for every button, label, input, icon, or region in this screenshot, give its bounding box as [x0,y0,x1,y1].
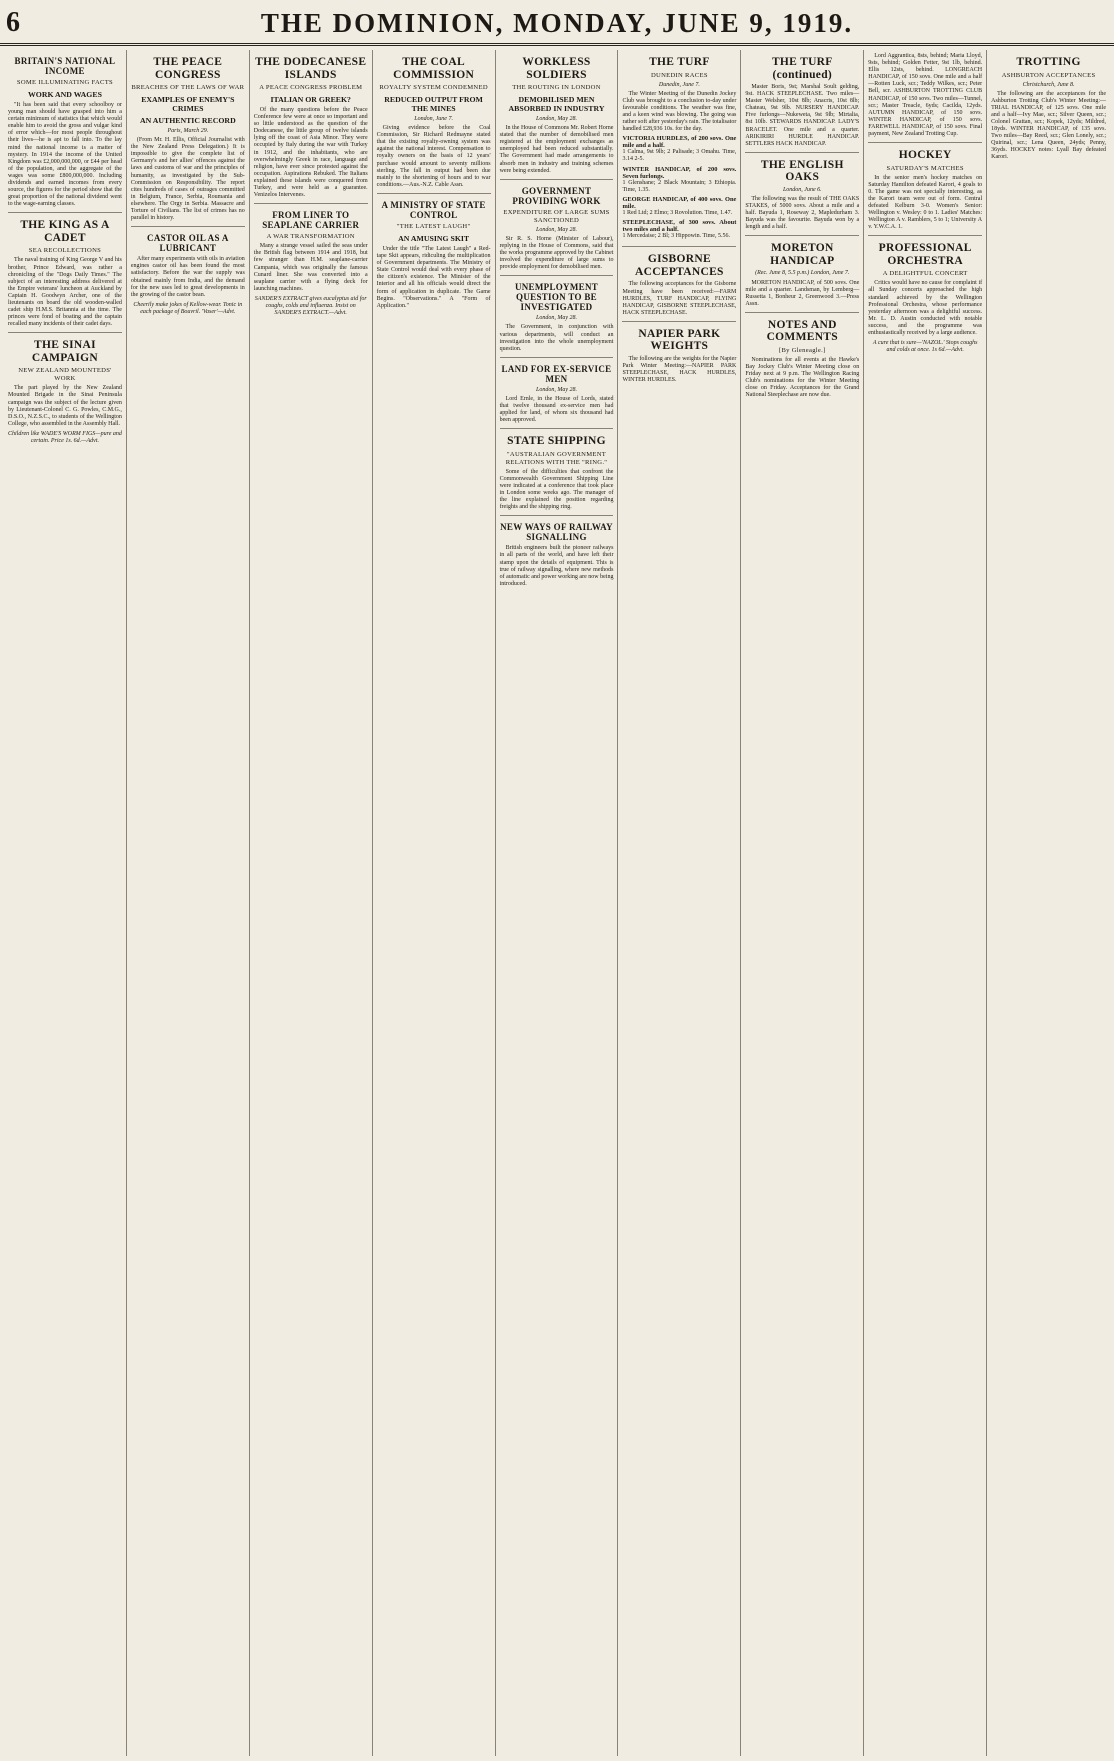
dateline: London, May 28. [536,386,577,393]
subheadline: SEA RECOLLECTIONS [28,247,102,255]
body-text: Giving evidence before the Coal Commission, Sir Richard Redmayne stated that the existing royalty-owning system was against the national interest. Compensation to royalty owners on the basis of 12 years' purchase would amount to seventy millions sterling. The fall in output had been due mainly to the shortening of hours and to war conditions.—Aus.-N.Z. Cable Assn. [376,125,491,188]
article-body [745,280,859,308]
headline: GISBORNE ACCEPTANCES [635,253,724,278]
article [254,56,368,204]
article-body [745,196,859,231]
article-body [868,280,982,337]
race-name: VICTORIA HURDLES, of 200 sovs. One mile and a half. [622,135,737,150]
race-name: STEEPLECHASE, of 300 sovs. About two miles and a half. [622,219,737,234]
subheadline: "AUSTRALIAN GOVERNMENT RELATIONS WITH THE "RING." [505,450,608,466]
body-text: The Winter Meeting of the Dunedin Jockey Club was brought to a conclusion to-day under favourable conditions. The weather was fine, and a keen wind was blowing. The going was rather soft after yesterday's rain. The totalisator handled £28,936 10s. for the day. [622,90,737,133]
article [500,364,614,429]
subheadline-3: AN AUTHENTIC RECORD [139,116,236,125]
subheadline: DUNEDIN RACES [650,71,708,79]
body-text: Sir R. S. Horne (Minister of Labour), replying in the House of Commons, said that the works programme approved by the Cabinet involved the expenditure of large sums to provide employment for demobilised men. [499,235,614,271]
subheadline: ASHBURTON ACCEPTANCES [1001,71,1096,79]
body-text: After many experiments with oils in aviation engines castor oil has been found the most satisfactory. Before the war the supply was obtained mainly from India, and the demand for the new uses led to great developments in the growing of the castor bean. [130,256,245,298]
subheadline-2: ITALIAN OR GREEK? [270,95,351,104]
article-body [8,102,122,208]
newspaper-columns [4,50,1110,1756]
headline: MORETON HANDICAP [770,242,835,267]
dateline: London, May 28. [536,116,577,122]
race-result [622,135,736,163]
dateline: London, May 28. [536,226,577,233]
headline: PROFESSIONAL ORCHESTRA [878,242,972,267]
dateline: Dunedin, June 7. [658,81,700,88]
headline: HOCKEY [898,149,952,162]
subheadline: THE ROUTING IN LONDON [512,84,601,91]
body-text: Lord Ernle, in the House of Lords, stated that twelve thousand ex-service men had applied for land, of whom six thousand had been approved. [499,395,614,424]
body-text: The Government, in conjunction with various departments, will conduct an investigation into the whole unemployment question. [499,324,614,352]
headline: THE PEACE CONGRESS [153,56,223,81]
advertisement: Cheerily make jokes of Kellow-wear. Tonic in each package of Bouvril. 'Vaser'—Advt. [133,301,243,315]
page-number: 6 [6,7,20,38]
article-body [500,545,614,588]
article [254,210,368,321]
subheadline: A DELIGHTFUL CONCERT [882,270,968,278]
body-text: "It has been said that every schoolboy or young man should have grasped into him a certain minimum of statistics that which would enable him to avoid the gross and vulgar kind of error which—for most people throughout their lives—he is apt to fall into. To the lay mind the national income is a matter of mystery. In 1914 the income of the United Kingdom was £2,000,000,000, or £44 per head of the population, and the aggregate of the wages was some £800,000,000. Including dividends and earned incomes from every source, the figures for the period show that the great proportion of the national dividend went to the wage-earning classes. [8,102,122,208]
subheadline: "THE LATEST LAUGH" [396,222,471,230]
headline: TROTTING [1016,56,1081,68]
race-placings: 1 Calma, 9st 9lb; 2 Palisade; 3 Omahu. Time, 3.14 2-5. [622,149,737,163]
headline: BRITAIN'S NATIONAL INCOME [14,56,116,76]
body-text: (From Mr. H. Ellis, Official Journalist with the New Zealand Press Delegation.) It is impossible to give the complete list of Germany's and her allies' offences against the laws and customs of war and the principles of humanity, as investigated by the Sub-Commission on Responsibility. The report cites hundreds of cases of outrages committed in Belgium, France, Serbia, Roumania and elsewhere. The Orgy in Serbia. Massacre and Torture of Civilians. The list of crimes has no parallel in history. [130,137,245,222]
article [868,53,982,143]
race-result [622,166,736,194]
article [131,233,245,320]
headline: UNEMPLOYMENT QUESTION TO BE INVESTIGATED [514,282,599,313]
body-text: Nominations for all events at the Hawke's Bay Jockey Club's Winter Meeting close on Friday next at 9 p.m. The Wellington Racing Club's nominations for the Winter Meeting close on Friday. Acceptances for the Grand National Steeplechase are now due. [745,356,860,399]
body-text: MORETON HANDICAP, of 500 sovs. One mile and a quarter. Landsman, by Lemberg—Russetta 1, Bonheur 2, Greenwood 3.—Press Assn. [745,279,860,307]
subheadline-2: REDUCED OUTPUT FROM THE MINES [384,95,483,113]
article-body [622,281,736,316]
body-text: In the House of Commons Mr. Robert Horne stated that the number of demobilised men registered at the employment exchanges as unemployed had been reduced substantially. The Government had made arrangements to absorb men in industry and training schemes were being extended. [499,125,614,174]
race-placings: 1 Glenshane; 2 Black Mountain; 3 Ethiopia. Time, 1.35. [622,179,737,193]
subheadline-2: AN AMUSING SKIT [398,233,470,243]
race-result [622,196,736,217]
article [745,159,859,237]
article-body [500,236,614,271]
column-9 [987,50,1110,1756]
article-body [254,107,368,199]
dateline: London, June 6. [782,186,822,193]
article-body [622,356,736,384]
dateline: Christchurch, June 8. [1022,81,1075,88]
dateline: Paris, March 29. [167,128,209,134]
masthead [0,0,1114,46]
headline: NAPIER PARK WEIGHTS [638,327,721,353]
body-text: British engineers built the pioneer railways in all parts of the world, and have left their stamp upon the details of equipment. This is true of railway signalling, where new methods of automatic and power working are now being introduced. [499,545,614,587]
article [377,56,491,194]
article-body [868,53,982,138]
article [745,56,859,153]
race-placings: 1 Mercedaise; 2 Bl; 3 Hippowin. Time, 5.56. [622,233,730,240]
article [622,328,736,388]
column-8 [864,50,987,1756]
body-text: The following acceptances for the Gisborne Meeting have been received:—FARM HURDLES, TURF HANDICAP, FLYING HANDICAP, GISBORNE STEEPLECHASE, HACK STEEPLECHASE. [622,281,737,316]
subheadline: BREACHES OF THE LAWS OF WAR [131,84,245,91]
race-name: GEORGE HANDICAP, of 400 sovs. One mile. [622,195,737,210]
headline: THE SINAI CAMPAIGN [31,339,98,364]
headline: NOTES AND COMMENTS [766,318,838,344]
column-2 [127,50,250,1756]
headline: WORKLESS SOLDIERS [522,56,591,81]
body-text: Lord Aggrantica, 8sts, behind; Maria Lloyd, 9sts, behind; Golden Fetter, 9st 1lb, behind. Ellis 12sts, behind. LONGREACH HANDICAP, of 150 sovs. One mile and a half—Rotten Luck, scr.; Teddy Wilkes, scr.; Peter Bell, scr. ASHBURTON TROTTING CLUB HANDICAP, of 150 sovs. Two miles—Tunnel, scr.; Master Treacle, 6yds; Cacilda, 12yds. AUTUMN HANDICAP, of 150 sovs. WINTER HANDICAP, of 150 sovs. FAREWELL HANDICAP, of 150 sovs. Final payment, New Zealand Trotting Cup. [868,53,983,138]
article-body [377,246,491,310]
article-body [500,125,614,175]
advertisement: SANDER'S EXTRACT gives eucalyptus aid for coughs, colds and influenza. Insist on SANDER'S EXTRACT.—Advt. [254,295,367,317]
column-3 [250,50,373,1756]
body-text: Of the many questions before the Peace Conference few were at once so important and so little understood as the question of the Dodecanese, the little group of twelve islands lying off the coast of Asia Minor. They were occupied by Italy during the war with Turkey in 1912, and the inhabitants, who are overwhelmingly Greek in race, language and religion, have ever since protested against the occupation. Aspirations Rebuked. The Italians explained these islands were conquered from Turkey, and were held as a guarantee. Venizelos Intervenes. [253,107,368,199]
body-text: In the senior men's hockey matches on Saturday Hamilton defeated Karori, 4 goals to 0. The game was not specially interesting, as the Karori team were out of form. Central defeated Kelburn 3-0. Women's Senior: Wellington v. Wesley: 0 to 1. Ladies' Matches: Wellington A v. Ramblers, 5 to 1; University A v. Y.W.C.A. 1. [868,174,983,231]
article [745,319,859,404]
headline: THE COAL COMMISSION [393,56,475,81]
subheadline: NEW ZEALAND MOUNTEDS' WORK [18,367,112,383]
body-text: The following was the result of THE OAKS STAKES, of 5000 sovs. About a mile and a half. Bayuda 1, Roseway 2, Mapledurham 3. Bayuda was the favourite. Bayuda won by a length and a half. [745,195,860,231]
article-body [991,91,1106,162]
body-text: The part played by the New Zealand Mounted Brigade in the Sinai Peninsula campaign was the subject of the lecture given by Lieutenant-Colonel C. G. Powles, C.M.G., D.S.O., N.Z.S.C., to students of the Wellington College, who assembled in the Assembly Hall. [8,385,122,427]
article-body [745,357,859,400]
race-result [622,219,736,240]
headline: NEW WAYS OF RAILWAY SIGNALLING [500,522,613,543]
article-body [377,125,491,189]
body-text: The naval training of King George V and his brother, Prince Edward, was rather a chronicling of the "Dogs Daily Times." The subject of an interesting address delivered at the Empire veterans' luncheon at Auckland by Captain H. Goodwyn Archer, one of the lieutenants on board the old wooden-walled cadet ship H.M.S. Britannia at the time. The princes were fond of boating and the captain recalled many incidents of their cadet days. [8,257,122,328]
subheadline-2: DEMOBILISED MEN ABSORBED IN INDUSTRY [508,95,605,113]
article-body [500,324,614,352]
article [500,522,614,592]
headline: GOVERNMENT PROVIDING WORK [512,185,601,206]
body-text: Some of the difficulties that confront the Commonwealth Government Shipping Line were indicated at a conference that took place in London some weeks ago. The manager of the line explained the position regarding freights and the shipping ring. [499,468,614,511]
article [745,242,859,312]
subheadline: SATURDAY'S MATCHES [886,164,964,172]
dateline: London, June 7. [414,116,453,122]
subheadline: EXPENDITURE OF LARGE SUMS SANCTIONED [503,208,610,224]
article-body [500,396,614,424]
article [622,253,736,321]
article-body [131,137,245,222]
body-text: Master Boris, 9st; Marshal Soult gelding, 9st. HACK STEEPLECHASE. Two miles—Master Welsher, 10st 8lb; Anacris, 10st 8lb; Chateau, 9st 9lb. NURSERY HANDICAP. Five furlongs—Nukeweta, 9st 9lb; Mirtalia, 8st 10lb. STEWARDS HANDICAP. LADY'S BRACELET. One mile and a quarter. ARIKIRIRI HURDLE HANDICAP. SETTLERS HACK HANDICAP. [745,84,860,147]
article [500,186,614,277]
subheadline: [By Gleneagle.] [778,346,826,354]
article [868,242,982,358]
body-text: Under the title "The Latest Laugh" a Red-tape Skit appears, ridiculing the multiplication of Government departments. The Ministry of State Control would deal with every phase of the citizen's existence. The Minister of the Interior and all his officials would direct the form of application in duplicate. The Game Begins. "Observations." A "Form of Application." [376,245,491,309]
article [500,282,614,357]
headline: THE ENGLISH OAKS [760,158,844,184]
article [500,56,614,180]
headline: THE DODECANESE ISLANDS [255,56,367,81]
article-body [131,256,245,299]
subheadline-2: WORK AND WAGES [27,90,102,99]
article-body [8,257,122,328]
article-body [500,469,614,512]
column-4 [373,50,496,1756]
article [622,56,736,247]
article [868,149,982,236]
article-body [254,243,368,293]
article [8,219,122,333]
article-body [868,175,982,232]
advertisement: Children like WADE'S WORM FIGS—pure and certain. Price 1s. 6d.—Advt. [8,430,122,444]
newspaper-title: THE DOMINION, MONDAY, JUNE 9, 1919. [260,8,854,38]
article [377,200,491,314]
article [131,56,245,227]
headline: A MINISTRY OF STATE CONTROL [381,199,486,220]
article-body [745,84,859,148]
subheadline: ROYALTY SYSTEM CONDEMNED [379,84,488,91]
column-5 [496,50,619,1756]
article [500,435,614,516]
body-text: The following are the acceptances for the Ashburton Trotting Club's Winter Meeting:—TRIAL HANDICAP, of 125 sovs. One mile and a half—Ivy Mae, scr.; Silver Queen, scr.; Colonel Grattan, scr.; Kopek, 12yds; Mildred, 18yds. WINTER HANDICAP, of 135 sovs. Two miles—Bay Reed, scr.; Glen Lonely, scr.; Quirinal, scr.; Lena Queen, 24yds; Penny, 36yds. HOCKEY notes: Lyall Bay defeated Karori. [991,90,1107,161]
article [991,56,1106,166]
article [8,339,122,449]
column-6 [618,50,741,1756]
headline: THE KING AS A CADET [20,219,110,244]
headline: STATE SHIPPING [507,435,606,448]
headline: LAND FOR EX-SERVICE MEN [501,363,612,384]
subheadline: A PEACE CONGRESS PROBLEM [259,84,363,91]
subheadline: A WAR TRANSFORMATION [266,233,355,241]
dateline: London, May 28. [536,315,577,322]
race-name: WINTER HANDICAP, of 200 sovs. Seven furlongs. [622,165,737,180]
subheadline: SOME ILLUMINATING FACTS [16,79,114,86]
article-body [622,91,736,134]
body-text: Many a strange vessel sailed the seas under the British flag between 1914 and 1918, but few stranger than H.M. seaplane-carrier Campania, which was originally the famous Cunard liner. She was converted into a seaplane carrier with a flying deck for launching machines. [253,243,368,292]
advertisement: A cure that is sure—'NAZOL.' Stops coughs and colds at once. 1s 6d.—Advt. [872,340,978,354]
body-text: Critics would have no cause for complaint if all Sunday concerts approached the high standard achieved by the Wellington Professional Orchestra, whose performance yesterday afternoon was a delightful success. Mr. L. D. Austin conducted with notable success, and the programme was enthusiastically received by a large audience. [868,280,983,337]
dateline: (Rec. June 8, 5.5 p.m.) London, June 7. [755,270,850,277]
headline: THE TURF (continued) [771,56,833,81]
column-7 [741,50,864,1756]
headline: THE TURF [649,56,710,68]
race-placings: 1 Red Ltd; 2 Elmo; 3 Rovolution. Time, 1.47. [622,210,733,217]
headline: CASTOR OIL AS A LUBRICANT [147,233,229,254]
column-1 [4,50,127,1756]
headline: FROM LINER TO SEAPLANE CARRIER [262,210,360,231]
body-text: The following are the weights for the Napier Park Winter Meeting:—NAPIER PARK STEEPLECHASE, HACK HURDLES, WINTER HURDLES. [622,355,737,384]
article-body [8,385,122,428]
subheadline-2: EXAMPLES OF ENEMY'S CRIMES [141,95,235,113]
article [8,56,122,213]
